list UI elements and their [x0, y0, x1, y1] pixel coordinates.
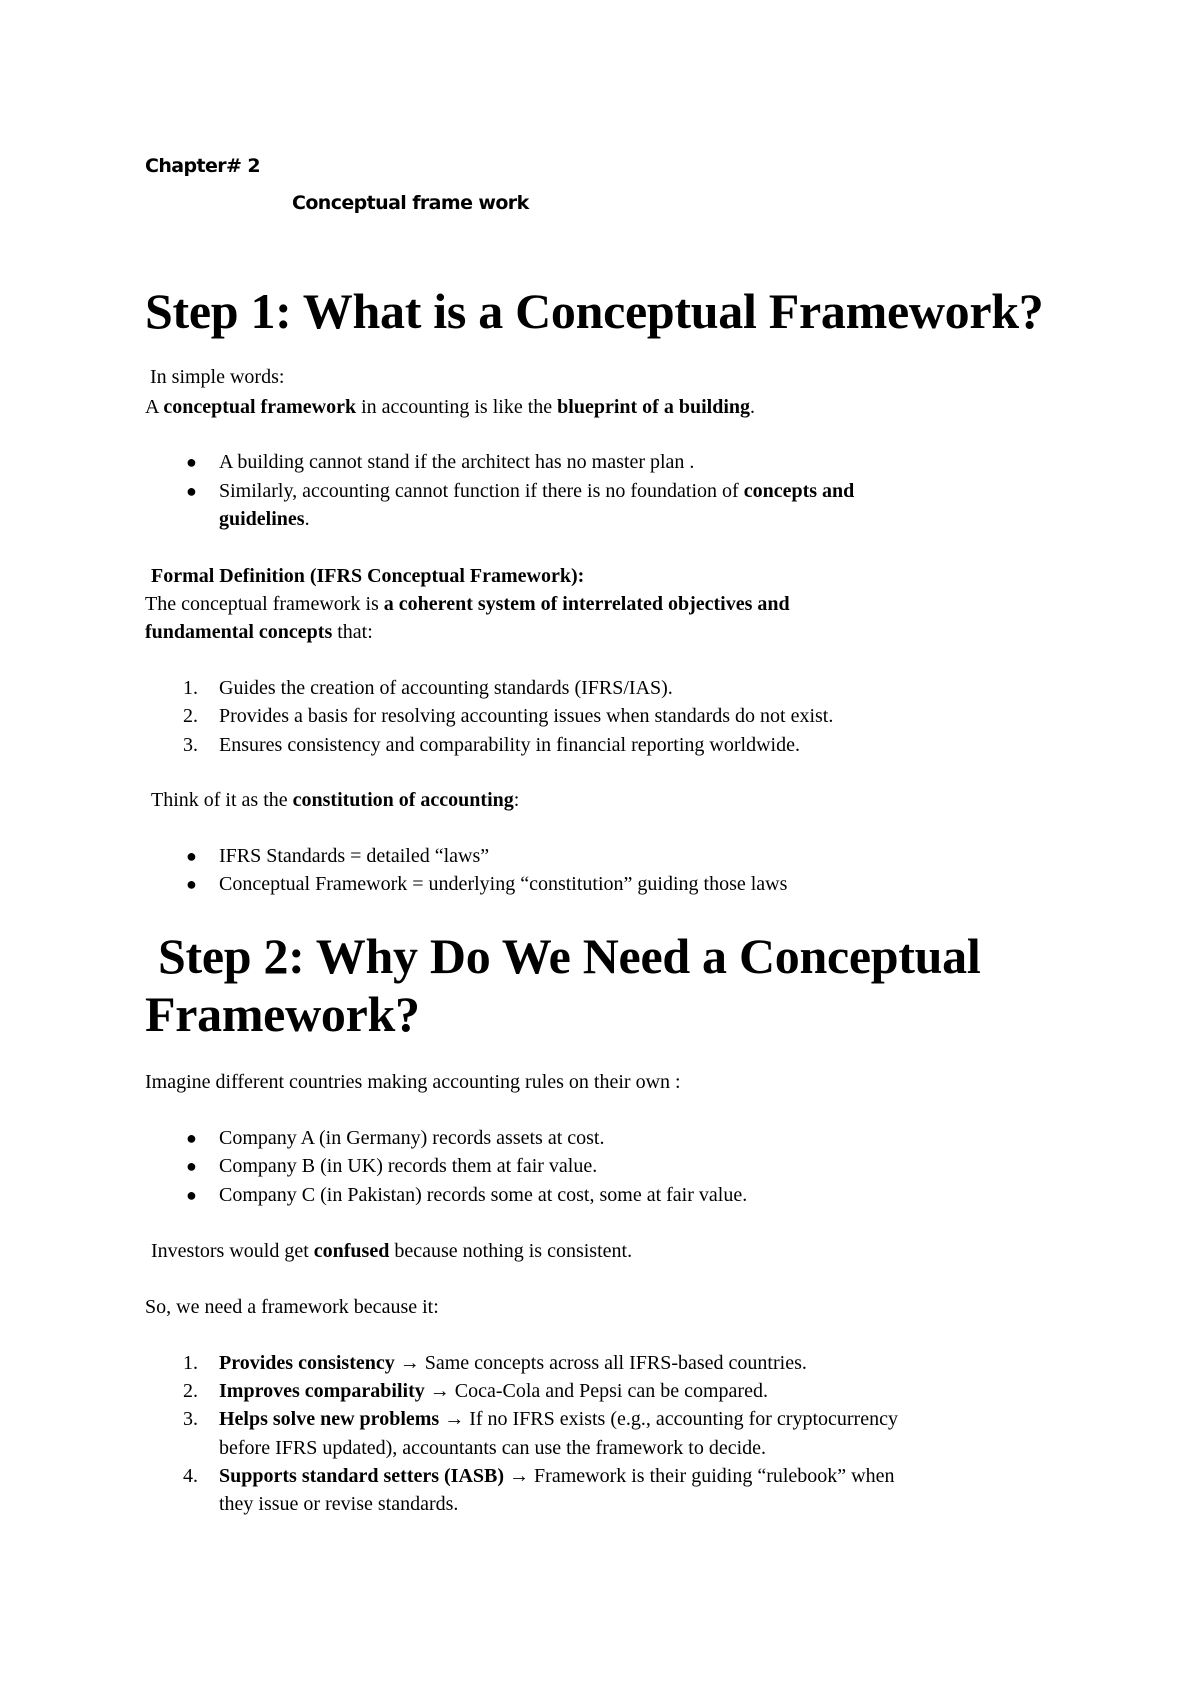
bold-run: confused	[313, 1240, 390, 1262]
text-run: Similarly, accounting cannot function if there is no foundation of	[219, 480, 744, 502]
text-run: → If no IFRS exists (e.g., accounting for cryptocurrency	[439, 1408, 898, 1430]
bold-run: Provides consistency	[219, 1352, 395, 1374]
formal-definition-title: Formal Definition (IFRS Conceptual Framework):	[151, 565, 585, 587]
text-run: A	[145, 396, 164, 418]
text-run: :	[513, 789, 520, 811]
bullet-text: Company B (in UK) records them at fair value.	[219, 1155, 598, 1177]
text-run: → Coca-Cola and Pepsi can be compared.	[424, 1380, 768, 1402]
list-number: 3.	[183, 734, 198, 756]
chapter-subtitle: Conceptual frame work	[292, 192, 529, 214]
think-text	[151, 786, 519, 814]
bullet-text: Company C (in Pakistan) records some at cost, some at fair value.	[219, 1184, 748, 1206]
bold-run: constitution of accounting	[292, 789, 514, 811]
list-number: 1.	[183, 1352, 198, 1374]
step2-heading: Step 2: Why Do We Need a Conceptual	[158, 928, 981, 984]
text-run: .	[750, 396, 755, 418]
bullet-icon: ●	[186, 481, 197, 501]
list-text: Provides a basis for resolving accounting issues when standards do not exist.	[219, 705, 834, 727]
list-text-cont: before IFRS updated), accountants can use the framework to decide.	[219, 1437, 767, 1459]
bullet-text: Company A (in Germany) records assets at cost.	[219, 1127, 605, 1149]
list-text: Guides the creation of accounting standards (IFRS/IAS).	[219, 677, 673, 699]
bullet-text: IFRS Standards = detailed “laws”	[219, 845, 490, 867]
list-text	[219, 1349, 807, 1377]
text-run: Think of it as the	[151, 789, 293, 811]
step1-heading: Step 1: What is a Conceptual Framework?	[145, 283, 1044, 339]
bullet-icon: ●	[186, 874, 197, 894]
bold-run: Supports standard setters (IASB)	[219, 1465, 505, 1487]
bold-run: guidelines	[219, 508, 305, 530]
list-text	[219, 1377, 768, 1405]
list-number: 4.	[183, 1465, 198, 1487]
text-run: in accounting is like the	[356, 396, 558, 418]
definition-line	[145, 590, 790, 618]
text-run: .	[304, 508, 310, 530]
definition-line	[145, 618, 373, 646]
bullet-icon: ●	[186, 452, 197, 472]
text-run: because nothing is consistent.	[389, 1240, 633, 1262]
bold-run: a coherent system of interrelated objectives and	[383, 593, 790, 615]
bold-run: conceptual framework	[163, 396, 357, 418]
bold-run: blueprint of a building	[557, 396, 750, 418]
bullet-text: Conceptual Framework = underlying “constitution” guiding those laws	[219, 873, 788, 895]
intro-text: In simple words:	[150, 366, 285, 388]
analogy-text	[145, 393, 755, 421]
list-number: 2.	[183, 705, 198, 727]
text-run: → Framework is their guiding “rulebook” when	[504, 1465, 895, 1487]
imagine-text: Imagine different countries making accounting rules on their own :	[145, 1071, 681, 1093]
bullet-icon: ●	[186, 1185, 197, 1205]
text-run: The conceptual framework is	[145, 593, 384, 615]
list-text: Ensures consistency and comparability in financial reporting worldwide.	[219, 734, 800, 756]
bullet-text: A building cannot stand if the architect has no master plan .	[219, 451, 695, 473]
so-text: So, we need a framework because it:	[145, 1296, 439, 1318]
bullet-icon: ●	[186, 1156, 197, 1176]
step2-heading-cont: Framework?	[145, 986, 420, 1042]
bold-run: Improves comparability	[219, 1380, 425, 1402]
bold-run: concepts and	[743, 480, 855, 502]
list-text	[219, 1462, 895, 1490]
investors-text	[151, 1237, 632, 1265]
bullet-text	[219, 477, 854, 505]
text-run: → Same concepts across all IFRS-based countries.	[394, 1352, 807, 1374]
bold-run: fundamental concepts	[145, 621, 333, 643]
list-number: 2.	[183, 1380, 198, 1402]
bullet-icon: ●	[186, 846, 197, 866]
list-text	[219, 1405, 898, 1433]
list-number: 1.	[183, 677, 198, 699]
bullet-text-cont	[219, 505, 310, 533]
bullet-icon: ●	[186, 1128, 197, 1148]
bold-run: Helps solve new problems	[219, 1408, 440, 1430]
chapter-label: Chapter# 2	[145, 155, 260, 177]
list-text-cont: they issue or revise standards.	[219, 1493, 459, 1515]
text-run: Investors would get	[151, 1240, 314, 1262]
text-run: that:	[332, 621, 373, 643]
list-number: 3.	[183, 1408, 198, 1430]
